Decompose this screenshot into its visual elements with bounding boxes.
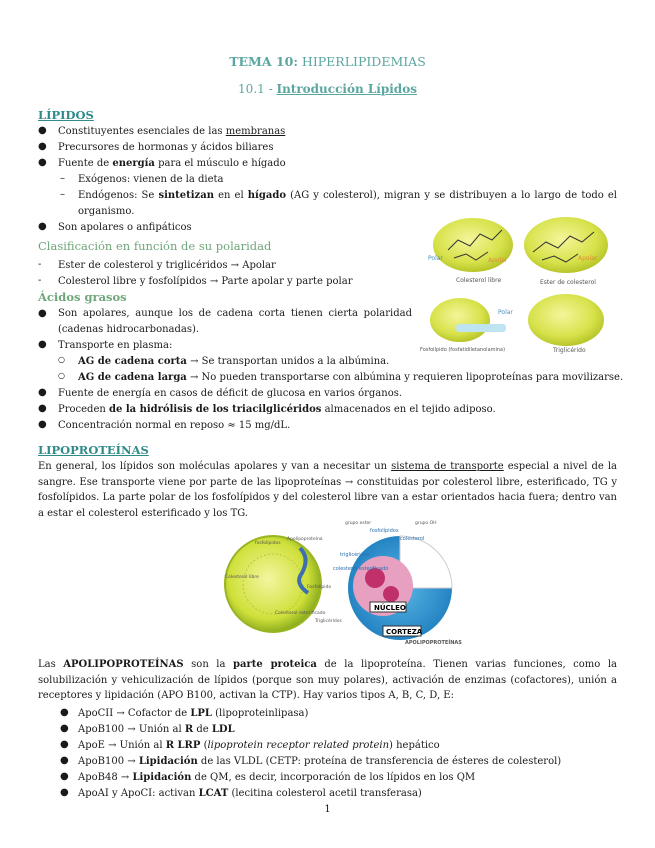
caption-label: Colesterol libre	[456, 277, 502, 284]
caption-label: Triglicéridos	[315, 619, 342, 624]
lipid-polarity-figure	[418, 210, 618, 360]
caption-label: grupo OH	[415, 521, 437, 526]
bullet-icon: ●	[60, 723, 69, 734]
fosfolipido-blob	[430, 298, 490, 342]
apolar-label: Apolar	[488, 257, 508, 264]
list-item: Ester de colesterol y triglicéridos → Apolar	[58, 260, 276, 271]
bullet-icon: ●	[60, 739, 69, 750]
list-item: ApoCII → Cofactor de LPL (lipoproteinlipasa)	[78, 708, 309, 719]
list-item: Exógenos: vienen de la dieta	[78, 174, 224, 185]
bullet-icon: ●	[60, 707, 69, 718]
list-item: Colesterol libre y fosfolípidos → Parte apolar y parte polar	[58, 276, 353, 287]
bullet-icon: ●	[38, 403, 47, 414]
lipoproteinas-paragraph: En general, los lípidos son moléculas apolares y van a necesitar un sistema de transporte especial a nivel de la sangre. Ese transporte viene por parte de las lipoproteínas → constituidas por colesterol libre, esterificado, TG y fosfolípidos. La parte polar de los fosfolípidos y del colesterol libre van a estar orientados hacia fuera; dentro van a estar el colesterol esterificado y los TG.	[38, 461, 617, 519]
nucleo-label: NÚCLEO	[374, 604, 406, 612]
page-number: 1	[324, 804, 331, 815]
caption-label: Colesterol esterificado	[275, 611, 326, 616]
list-item: Constituyentes esenciales de las membranas	[58, 126, 286, 137]
lipoprotein-sphere	[225, 536, 321, 632]
acidos-heading: Ácidos grasos	[38, 290, 127, 304]
bullet-icon: ●	[38, 419, 47, 430]
list-item: Son apolares, aunque los de cadena corta tienen cierta polaridad (cadenas hidrocarbonadas).	[58, 308, 412, 335]
caption-label: colesterol esterificado	[333, 566, 389, 572]
list-item: Proceden de la hidrólisis de los triacilglicéridos almacenados en el tejido adiposo.	[58, 404, 496, 415]
dash-icon: –	[60, 173, 65, 184]
bullet-icon: ●	[38, 141, 47, 152]
bullet-icon: ●	[60, 771, 69, 782]
dash-icon: -	[38, 259, 42, 270]
bullet-icon: ●	[38, 157, 47, 168]
apo-paragraph: Las APOLIPOPROTEÍNAS son la parte proteica de la lipoproteína. Tienen varias funciones, como la solubilización y vehiculización de lípidos (porque son muy polares), activación de enzimas (cofactores), unión a receptores y lipidación (APO B100, activan la CTP). Hay varios tipos A, B, C, D, E:	[38, 659, 617, 701]
dash-icon: –	[60, 189, 65, 200]
list-item: Fuente de energía en casos de déficit de glucosa en varios órganos.	[58, 388, 403, 399]
lipidos-heading: LÍPIDOS	[38, 108, 94, 122]
caption-label: grupo ester	[345, 521, 372, 526]
section-title: 10.1 - Introducción Lípidos	[238, 82, 417, 96]
list-item: Fuente de energía para el músculo e hígado	[58, 158, 286, 169]
dash-icon: -	[38, 275, 42, 286]
polar-head	[456, 324, 506, 332]
caption-label: Fosfolípido (fosfatidiletanolamina)	[420, 347, 506, 353]
bullet-icon: ●	[38, 125, 47, 136]
caption-label: Fosfolípido	[307, 585, 332, 590]
bullet-icon: ●	[38, 308, 47, 319]
caption-label: colesterol	[400, 536, 425, 542]
list-item: AG de cadena larga → No pueden transportarse con albúmina y requieren lipoproteínas para movilizarse.	[78, 372, 624, 383]
apolipoproteinas-label: APOLIPOPROTEÍNAS	[405, 640, 462, 646]
list-item: Precursores de hormonas y ácidos biliares	[58, 142, 274, 153]
caption-label: Colesterol libre	[225, 575, 259, 580]
caption-label: Triglicérido	[553, 347, 586, 354]
list-item: Endógenos: Se sintetizan en el hígado (AG y colesterol), migran y se distribuyen a lo largo de todo el organismo.	[78, 190, 618, 217]
bullet-icon: ●	[60, 787, 69, 798]
list-item: ApoB100 → Unión al R de LDL	[78, 724, 235, 735]
circle-bullet-icon: ○	[58, 371, 65, 380]
page-title: TEMA 10: HIPERLIPIDEMIAS	[229, 54, 426, 69]
list-item: ApoB48 → Lipidación de QM, es decir, incorporación de los lípidos en los QM	[78, 772, 476, 783]
caption-label: fosfolípidos	[255, 541, 281, 546]
caption-label: Apolipoproteína	[287, 537, 323, 542]
lipoprotein-figure	[215, 518, 465, 646]
core-particles	[383, 586, 399, 602]
list-item: Son apolares o anfipáticos	[58, 222, 192, 233]
list-item: ApoE → Unión al R LRP (lipoprotein receptor related protein) hepático	[78, 740, 440, 751]
caption-label: triglicéridos	[340, 552, 370, 558]
list-item: Transporte en plasma:	[58, 340, 173, 351]
polaridad-heading: Clasificación en función de su polaridad	[38, 239, 272, 253]
caption-label: fosfolípidos	[370, 528, 399, 534]
corteza-label: CORTEZA	[386, 628, 423, 636]
polar-label: Polar	[428, 255, 443, 262]
polar-label: Polar	[498, 309, 513, 316]
lipoproteinas-heading: LIPOPROTEÍNAS	[38, 443, 149, 457]
circle-bullet-icon: ○	[58, 355, 65, 364]
list-item: AG de cadena corta → Se transportan unidos a la albúmina.	[78, 356, 390, 367]
list-item: Concentración normal en reposo ≈ 15 mg/dL.	[58, 420, 291, 431]
trigliceridos-blob	[528, 294, 604, 346]
bullet-icon: ●	[38, 221, 47, 232]
bullet-icon: ●	[60, 755, 69, 766]
list-item: ApoB100 → Lipidación de las VLDL (CETP: proteína de transferencia de ésteres de colesterol)	[78, 756, 562, 767]
list-item: ApoAI y ApoCI: activan LCAT (lecitina colesterol acetil transferasa)	[78, 788, 422, 799]
caption-label: Ester de colesterol	[540, 279, 596, 286]
bullet-icon: ●	[38, 339, 47, 350]
bullet-icon: ●	[38, 387, 47, 398]
ester-colesterol-blob	[524, 217, 608, 273]
apolar-label: Apolar	[578, 255, 598, 262]
